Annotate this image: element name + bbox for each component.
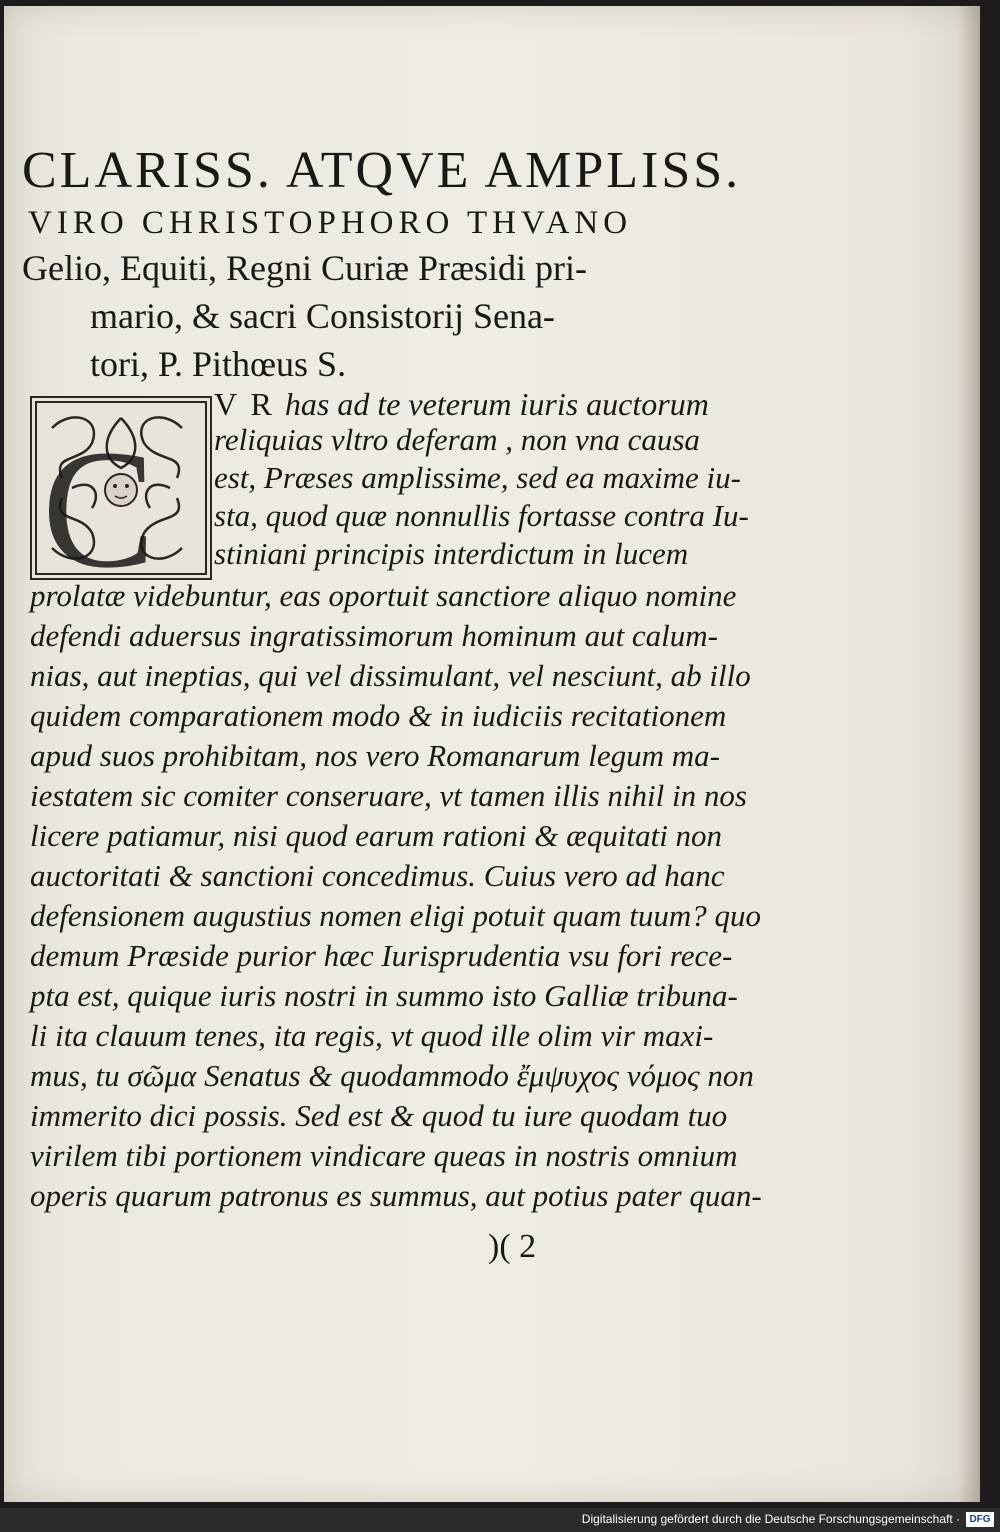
page-edge-shadow <box>958 6 980 1502</box>
heading-line-5: tori, P. Pithœus S. <box>90 344 347 384</box>
heading-line-2: VIRO CHRISTOPHORO THVANO <box>28 205 633 241</box>
body-line: iestatem sic comiter conseruare, vt tamen illis nihil in nos <box>30 778 747 813</box>
body-line: operis quarum patronus es summus, aut potius pater quan- <box>30 1178 762 1213</box>
body-line: est, Præses amplissime, sed ea maxime iu- <box>214 460 741 495</box>
body-line: prolatæ videbuntur, eas oportuit sanctiore aliquo nomine <box>30 578 737 613</box>
dedication-heading <box>22 140 742 388</box>
body-line: li ita clauum tenes, ita regis, vt quod ille olim vir maxi- <box>30 1018 714 1053</box>
body-line: stiniani principis interdictum in lucem <box>214 536 689 571</box>
heading-line-1: CLARISS. ATQVE AMPLISS. <box>22 142 742 199</box>
body-line: auctoritati & sanctioni concedimus. Cuius vero ad hanc <box>30 858 725 893</box>
body-line: immerito dici possis. Sed est & quod tu iure quodam tuo <box>30 1098 728 1133</box>
body-line: mus, tu σῶμα Senatus & quodammodo ἔμψυχος νόμος non <box>30 1058 754 1093</box>
dfg-logo[interactable]: DFG <box>966 1512 994 1527</box>
footer-credit: Digitalisierung gefördert durch die Deutsche Forschungsgemeinschaft · <box>581 1512 960 1526</box>
body-line: defensionem augustius nomen eligi potuit quam tuum? quo <box>30 898 762 933</box>
body-line: defendi aduersus ingratissimorum hominum aut calum- <box>30 618 719 653</box>
first-line <box>214 384 709 424</box>
body-line: apud suos prohibitam, nos vero Romanarum legum ma- <box>30 738 721 773</box>
decorated-initial <box>30 396 212 580</box>
footer-bar <box>0 1508 1000 1532</box>
body-line: licere patiamur, nisi quod earum rationi & æquitati non <box>30 818 723 853</box>
body-line: nias, aut ineptias, qui vel dissimulant, vel nesciunt, ab illo <box>30 658 751 693</box>
heading-line-4: mario, & sacri Consistorij Sena- <box>90 296 555 336</box>
body-line: reliquias vltro deferam , non vna causa <box>214 422 700 457</box>
ornament-icon <box>32 398 210 578</box>
body-line: virilem tibi portionem vindicare queas in nostris omnium <box>30 1138 738 1173</box>
body-line: pta est, quique iuris nostri in summo isto Galliæ tribuna- <box>30 978 738 1013</box>
body-line: demum Præside purior hæc Iurisprudentia vsu fori rece- <box>30 938 733 973</box>
body-line: quidem comparationem modo & in iudiciis recitationem <box>30 698 727 733</box>
first-line-caps: V R <box>214 386 275 422</box>
signature-mark: )( 2 <box>488 1228 537 1265</box>
initial-letter: C <box>42 415 156 578</box>
first-line-rest: has ad te veterum iuris auctorum <box>284 386 709 422</box>
heading-line-3: Gelio, Equiti, Regni Curiæ Præsidi pri- <box>22 248 587 288</box>
body-line: sta, quod quæ nonnullis fortasse contra Iu- <box>214 498 749 533</box>
